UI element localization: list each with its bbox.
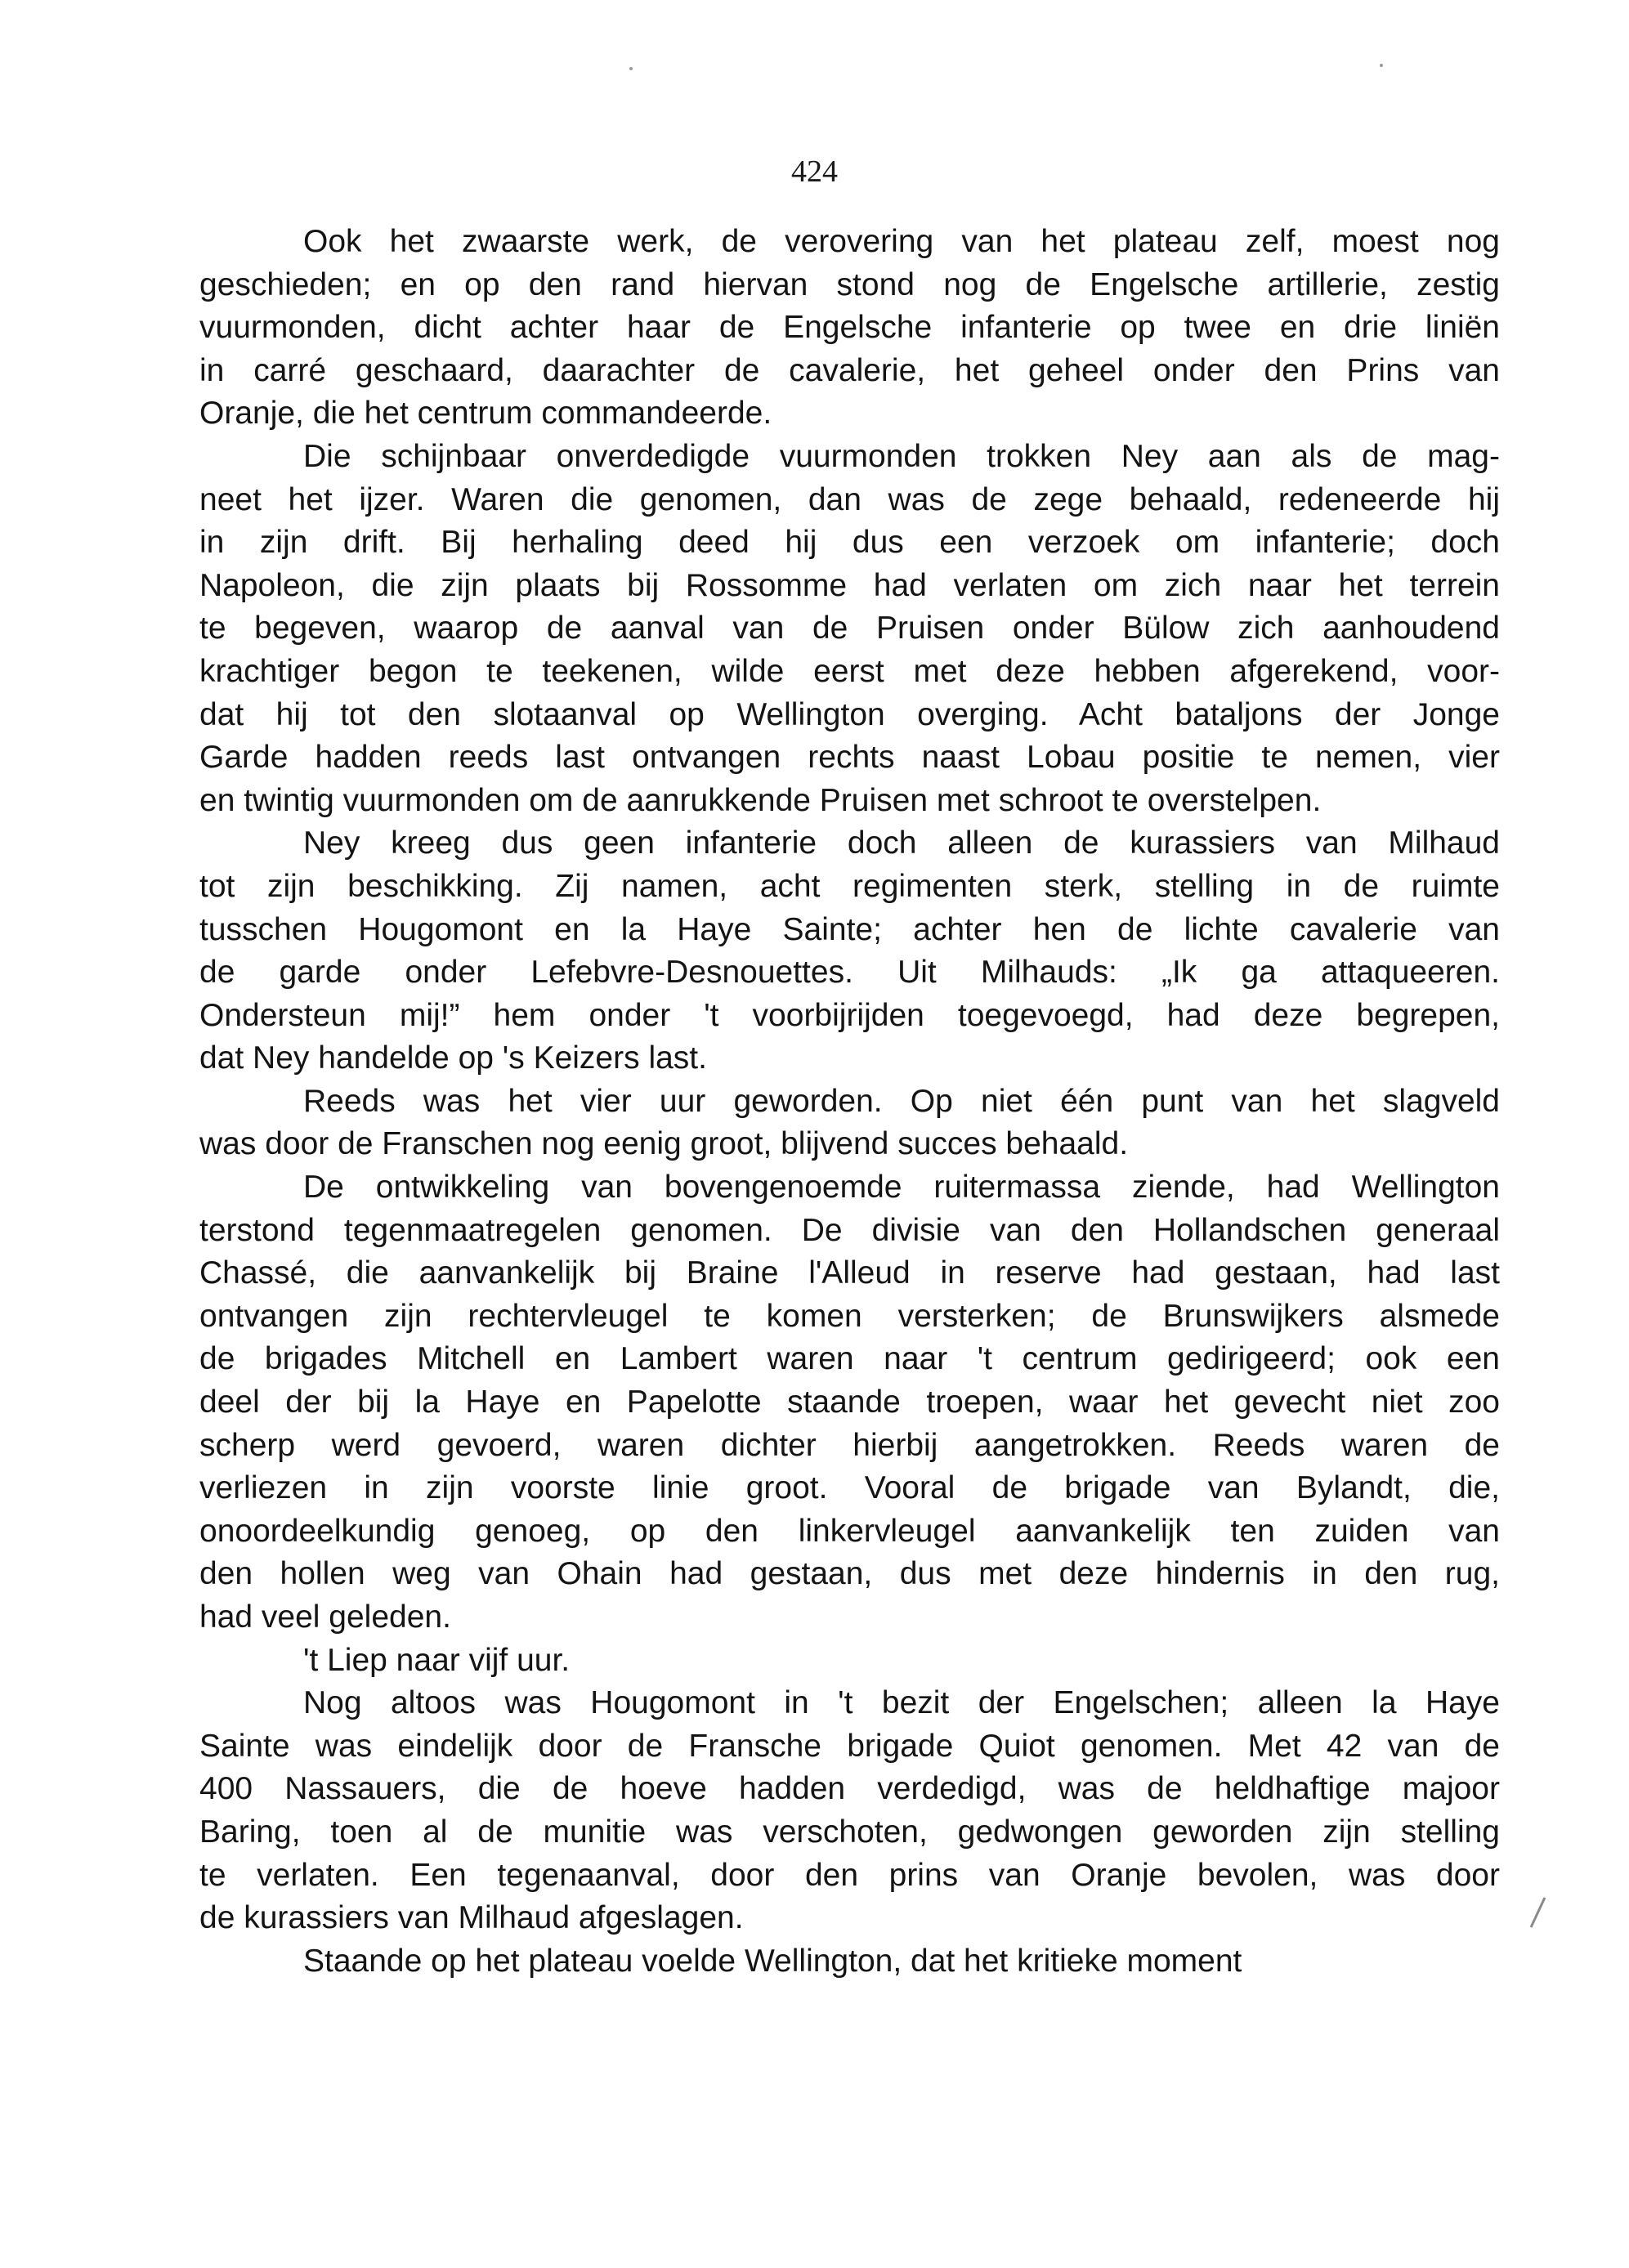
text-line: krachtiger begon te teekenen, wilde eerst met deze hebben afgerekend, voor-: [199, 653, 1500, 689]
text-line: tot zijn beschikking. Zij namen, acht regimenten sterk, stelling in de ruimte: [199, 868, 1500, 904]
text-line: Die schijnbaar onverdedigde vuurmonden trokken Ney aan als de mag-: [303, 438, 1500, 474]
text-line: had veel geleden.: [199, 1599, 451, 1635]
text-line: verliezen in zijn voorste linie groot. Vooral de brigade van Bylandt, die,: [199, 1470, 1500, 1506]
text-line: tusschen Hougomont en la Haye Sainte; achter hen de lichte cavalerie van: [199, 911, 1500, 947]
text-line: dat hij tot den slotaanval op Wellington overging. Acht bataljons der Jonge: [199, 696, 1500, 732]
text-line: was door de Franschen nog eenig groot, blijvend succes behaald.: [199, 1126, 1129, 1162]
text-line: in zijn drift. Bij herhaling deed hij dus een verzoek om infanterie; doch: [199, 525, 1500, 561]
text-line: de brigades Mitchell en Lambert waren naar 't centrum gedirigeerd; ook een: [199, 1341, 1500, 1377]
paragraph: [199, 1166, 1500, 1639]
text-line: terstond tegenmaatregelen genomen. De divisie van den Hollandschen generaal: [199, 1212, 1500, 1248]
text-line: 't Liep naar vijf uur.: [303, 1642, 571, 1678]
text-line: te verlaten. Een tegenaanval, door den prins van Oranje bevolen, was door: [199, 1857, 1500, 1893]
text-line: den hollen weg van Ohain had gestaan, dus met deze hindernis in den rug,: [199, 1556, 1500, 1592]
text-line: in carré geschaard, daarachter de cavalerie, het geheel onder den Prins van: [199, 352, 1500, 388]
text-line: 400 Nassauers, die de hoeve hadden verdedigd, was de heldhaftige majoor: [199, 1771, 1500, 1807]
text-line: Ney kreeg dus geen infanterie doch alleen de kurassiers van Milhaud: [303, 825, 1500, 861]
scan-speck: [1380, 64, 1383, 67]
paragraph: [199, 436, 1500, 822]
paragraph: [199, 1639, 1500, 1683]
page-number: 424: [791, 154, 838, 189]
text-line: en twintig vuurmonden om de aanrukkende Pruisen met schroot te overstelpen.: [199, 782, 1322, 818]
text-line: geschieden; en op den rand hiervan stond nog de Engelsche artillerie, zestig: [199, 266, 1500, 302]
scan-mark: [1530, 1897, 1546, 1928]
text-line: Nog altoos was Hougomont in 't bezit der Engelschen; alleen la Haye: [303, 1685, 1500, 1721]
paragraph: [199, 1080, 1500, 1166]
text-line: De ontwikkeling van bovengenoemde ruitermassa ziende, had Wellington: [303, 1170, 1500, 1206]
paragraph: [199, 221, 1500, 436]
text-line: Ook het zwaarste werk, de verovering van het plateau zelf, moest nog: [303, 224, 1500, 259]
text-line: onoordeelkundig genoeg, op den linkervleugel aanvankelijk ten zuiden van: [199, 1513, 1500, 1549]
text-line: de garde onder Lefebvre-Desnouettes. Uit Milhauds: „Ik ga attaqueeren.: [199, 955, 1500, 991]
text-line: Chassé, die aanvankelijk bij Braine l'Alleud in reserve had gestaan, had last: [199, 1255, 1500, 1291]
text-line: Garde hadden reeds last ontvangen rechts naast Lobau positie te nemen, vier: [199, 740, 1500, 776]
text-line: scherp werd gevoerd, waren dichter hierbij aangetrokken. Reeds waren de: [199, 1427, 1500, 1463]
text-line: Reeds was het vier uur geworden. Op niet één punt van het slagveld: [303, 1083, 1500, 1119]
text-line: Oranje, die het centrum commandeerde.: [199, 396, 772, 432]
text-line: Sainte was eindelijk door de Fransche brigade Quiot genomen. Met 42 van de: [199, 1728, 1500, 1764]
text-line: Napoleon, die zijn plaats bij Rossomme had verlaten om zich naar het terrein: [199, 567, 1500, 603]
text-line: Staande op het plateau voelde Wellington, dat het kritieke moment: [303, 1943, 1242, 1979]
scan-speck: [629, 67, 633, 70]
text-line: vuurmonden, dicht achter haar de Engelsche infanterie op twee en drie liniën: [199, 310, 1500, 346]
paragraph: [199, 822, 1500, 1080]
body-text: [199, 221, 1500, 1983]
text-line: Ondersteun mij!” hem onder 't voorbijrijden toegevoegd, had deze begrepen,: [199, 997, 1500, 1033]
text-line: de kurassiers van Milhaud afgeslagen.: [199, 1900, 744, 1936]
text-line: deel der bij la Haye en Papelotte staande troepen, waar het gevecht niet zoo: [199, 1385, 1500, 1420]
paragraph: [199, 1940, 1500, 1984]
text-line: neet het ijzer. Waren die genomen, dan was de zege behaald, redeneerde hij: [199, 481, 1500, 517]
text-line: te begeven, waarop de aanval van de Pruisen onder Bülow zich aanhoudend: [199, 611, 1500, 646]
text-line: dat Ney handelde op 's Keizers last.: [199, 1040, 707, 1076]
paragraph: [199, 1682, 1500, 1940]
text-line: Baring, toen al de munitie was verschoten, gedwongen geworden zijn stelling: [199, 1814, 1500, 1850]
text-line: ontvangen zijn rechtervleugel te komen versterken; de Brunswijkers alsmede: [199, 1298, 1500, 1334]
